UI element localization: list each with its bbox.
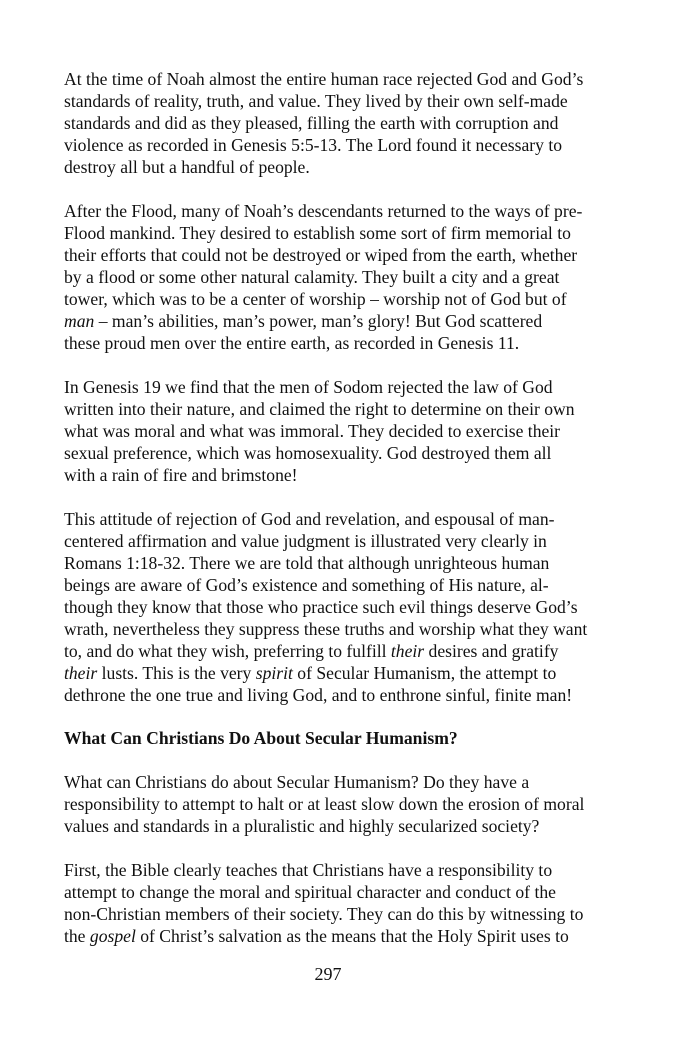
text-fragment: – man’s abilities, man’s power, man’s glory! But God scattered [94,311,543,331]
text-line: non-Christian members of their society. They can do this by witnessing to [64,904,584,924]
text-line: dethrone the one true and living God, and to enthrone sinful, finite man! [64,685,573,705]
text-line: standards of reality, truth, and value. They lived by their own self-made [64,91,568,111]
text-line: In Genesis 19 we find that the men of Sodom rejected the law of God [64,377,553,397]
italic-word: their [390,641,425,661]
text-fragment: the [64,926,90,946]
text-line: Flood mankind. They desired to establish some sort of firm memorial to [64,223,571,243]
page-number: 297 [314,964,342,984]
paragraph-sodom [64,376,624,486]
italic-word: spirit [255,663,293,683]
text-line: attempt to change the moral and spiritual character and conduct of the [64,882,556,902]
italic-word: their [64,663,98,683]
text-line: First, the Bible clearly teaches that Christians have a responsibility to [64,860,553,880]
text-line: by a flood or some other natural calamity. They built a city and a great [64,267,560,287]
italic-word: gospel [89,926,136,946]
section-heading: What Can Christians Do About Secular Humanism? [64,728,458,748]
text-line: what was moral and what was immoral. They decided to exercise their [64,421,561,441]
text-line: destroy all but a handful of people. [64,157,310,177]
page-body [64,68,624,947]
text-fragment: of Secular Humanism, the attempt to [292,663,557,683]
text-line: centered affirmation and value judgment is illustrated very clearly in [64,531,547,551]
paragraph-question [64,771,624,837]
paragraph-noah [64,68,624,178]
text-fragment: desires and gratify [424,641,559,661]
text-line: their efforts that could not be destroyed or wiped from the earth, whether [64,245,578,265]
text-fragment: to, and do what they wish, preferring to fulfill [64,641,391,661]
text-line: values and standards in a pluralistic and highly secularized society? [64,816,540,836]
text-line: responsibility to attempt to halt or at least slow down the erosion of moral [64,794,585,814]
text-line: written into their nature, and claimed the right to determine on their own [64,399,575,419]
text-line: standards and did as they pleased, filling the earth with corruption and [64,113,559,133]
text-line: What can Christians do about Secular Humanism? Do they have a [64,772,530,792]
text-line: At the time of Noah almost the entire human race rejected God and God’s [64,69,584,89]
text-line: wrath, nevertheless they suppress these truths and worship what they want [64,619,588,639]
text-line [64,310,624,332]
text-line: beings are aware of God’s existence and something of His nature, al- [64,575,549,595]
text-line: Romans 1:18-32. There we are told that although unrighteous human [64,553,550,573]
italic-word: man [64,311,95,331]
text-line: these proud men over the entire earth, as recorded in Genesis 11. [64,333,520,353]
text-line [64,925,624,947]
text-fragment: of Christ’s salvation as the means that the Holy Spirit uses to [135,926,569,946]
paragraph-romans [64,508,624,706]
text-line: This attitude of rejection of God and revelation, and espousal of man- [64,509,555,529]
text-line: tower, which was to be a center of worship – worship not of God but of [64,289,567,309]
text-line: though they know that those who practice such evil things deserve God’s [64,597,578,617]
text-fragment: lusts. This is the very [97,663,256,683]
text-line: After the Flood, many of Noah’s descendants returned to the ways of pre- [64,201,583,221]
text-line [64,640,624,662]
text-line: sexual preference, which was homosexuality. God destroyed them all [64,443,552,463]
text-line: with a rain of fire and brimstone! [64,465,298,485]
paragraph-flood [64,200,624,354]
text-line [64,662,624,684]
text-line: violence as recorded in Genesis 5:5-13. The Lord found it necessary to [64,135,563,155]
paragraph-first [64,859,624,947]
